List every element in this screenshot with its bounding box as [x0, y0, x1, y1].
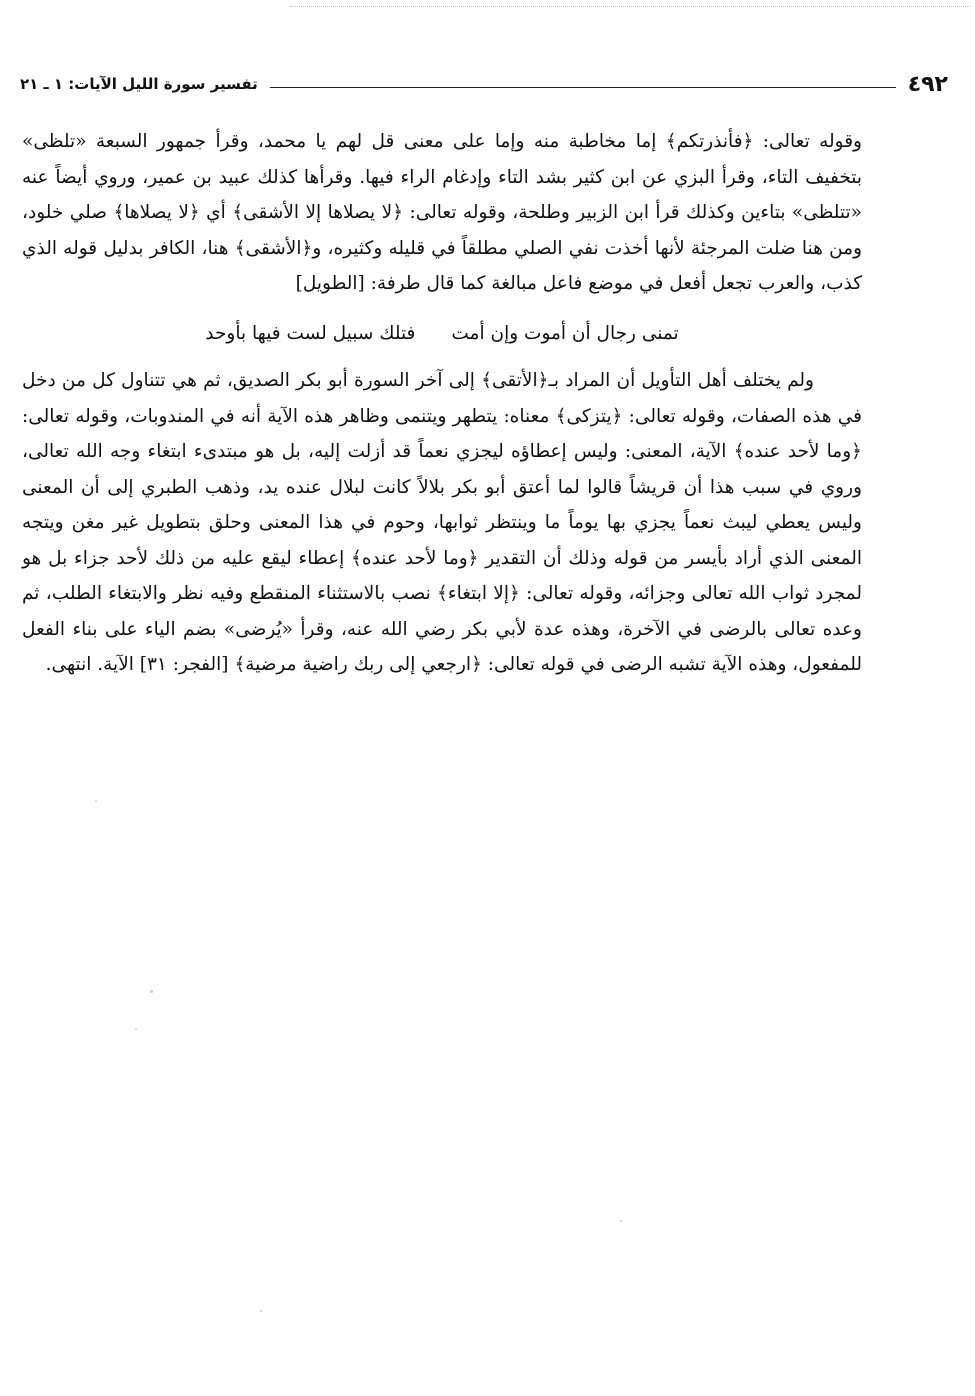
scan-speck [150, 990, 153, 993]
poetry-verse [22, 316, 862, 352]
paragraph-1 [22, 124, 862, 302]
scan-speck [135, 1028, 137, 1030]
scan-speck [620, 1220, 622, 1222]
paragraph-2 [22, 363, 862, 683]
paragraph-1-text: وقوله تعالى: ﴿فأنذرتكم﴾ إما مخاطبة منه وإما على معنى قل لهم يا محمد، وقرأ جمهور السبعة «تلظى» بتخفيف التاء، وقرأ البزي عن ابن كثير بشد التاء وإدغام الراء فيها. وقرأها كذلك عبيد بن عمير، وروي أيضاً عنه «تتلظى» بتاءين وكذلك قرأ ابن الزبير وطلحة، وقوله تعالى: ﴿لا يصلاها إلا الأشقى﴾ أي ﴿لا يصلاها﴾ صلي خلود، ومن هنا ضلت المرجئة لأنها أخذت نفي الصلي مطلقاً في قليله وكثيره، و﴿الأشقى﴾ هنا، الكافر بدليل قوله الذي كذب، والعرب تجعل أفعل في موضع فاعل مبالغة كما قال طرفة: [22, 131, 862, 294]
verse-hemistich-1: تمنى رجال أن أموت وإن أمت [451, 322, 679, 344]
scan-edge-line [290, 6, 970, 7]
page-header [20, 66, 948, 102]
scan-speck [260, 1310, 262, 1312]
meter-label: [الطويل] [295, 273, 365, 294]
verse-hemistich-2: فتلك سبيل لست فيها بأوحد [205, 322, 416, 344]
paragraph-2-text: ولم يختلف أهل التأويل أن المراد بـ﴿الأتقى﴾ إلى آخر السورة أبو بكر الصديق، ثم هي تتناول كل من دخل في هذه الصفات، وقوله تعالى: ﴿يتزكى﴾ معناه: يتطهر ويتنمى وظاهر هذه الآية أنه في المندوبات، وقوله تعالى: ﴿وما لأحد عنده﴾ الآية، المعنى: وليس إعطاؤه ليجزي نعماً قد أزلت إليه، بل هو مبتدىء ابتغاء وجه الله تعالى، وروي في سبب هذا أن قريشاً قالوا لما أعتق أبو بكر بلالاً كانت لبلال عنده يد، وذهب الطبري إلى أن المعنى وليس يعطي ليبث نعماً يجزي بها يوماً ما وينتظر ثوابها، وحوم في هذا المعنى وحلق بتطويل غير مغن ويتجه المعنى الذي أراد بأيسر من قوله وذلك أن التقدير ﴿وما لأحد عنده﴾ إعطاء ليقع عليه من ذلك لأحد جزاء بل هو لمجرد ثواب الله تعالى وجزائه، وقوله تعالى: ﴿إلا ابتغاء﴾ نصب بالاستثناء المنقطع وفيه نظر والابتغاء الطلب، ثم وعده تعالى بالرضى في الآخرة، وهذه عدة لأبي بكر رضي الله عنه، وقرأ «يُرضى» بضم الياء على بناء الفعل للمفعول، وهذه الآية تشبه الرضى في قوله تعالى: ﴿ارجعي إلى ربك راضية مرضية﴾ [الفجر: ٣١] الآية. انتهى. [22, 370, 862, 675]
main-text [22, 124, 862, 683]
scan-speck [95, 800, 97, 802]
header-rule [270, 87, 896, 88]
page-number: ٤٩٢ [907, 71, 948, 97]
running-title: تفسير سورة الليل الآيات: ١ ـ ٢١ [20, 75, 258, 93]
